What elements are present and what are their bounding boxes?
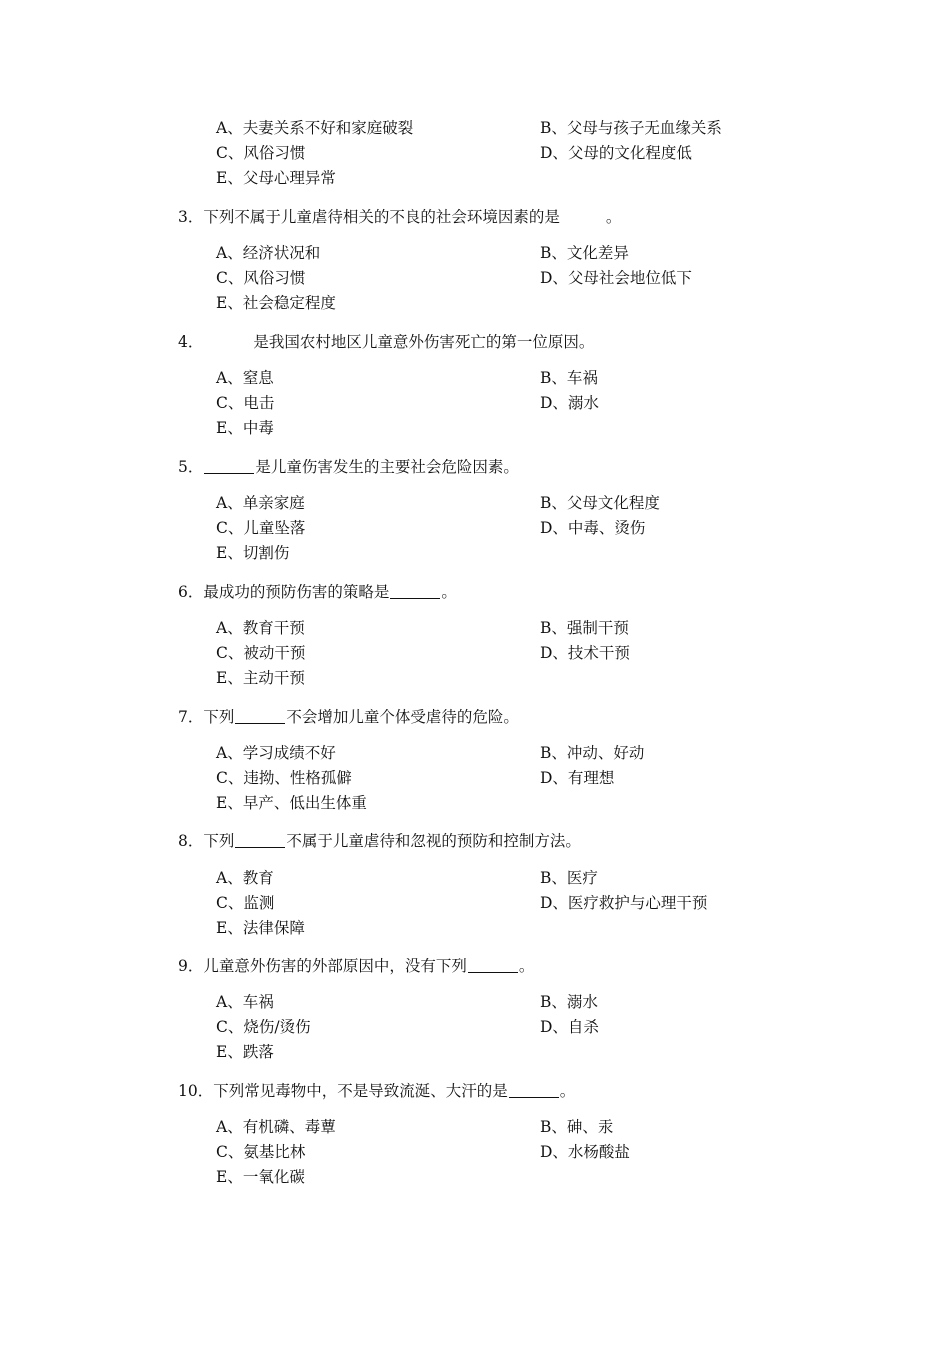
option-a: A、夫妻关系不好和家庭破裂 — [216, 119, 414, 137]
option-b: B、溺水 — [540, 993, 598, 1011]
option-c: C、烧伤/烫伤 — [216, 1018, 311, 1036]
option-c: C、监测 — [216, 894, 275, 912]
option-d: D、中毒、烫伤 — [540, 519, 646, 537]
option-d: D、有理想 — [540, 769, 615, 787]
answer-blank — [468, 956, 518, 973]
question-8 — [0, 830, 952, 937]
option-e: E、一氧化碳 — [216, 1168, 305, 1186]
option-a: A、车祸 — [216, 993, 274, 1011]
option-a: A、学习成绩不好 — [216, 744, 336, 762]
question-stem: 5． 是儿童伤害发生的主要社会危险因素。 — [178, 458, 519, 476]
option-c: C、违拗、性格孤僻 — [216, 769, 352, 787]
option-c: C、风俗习惯 — [216, 144, 306, 162]
option-a: A、教育 — [216, 869, 274, 887]
answer-blank — [235, 707, 285, 724]
option-a: A、窒息 — [216, 369, 274, 387]
option-c: C、儿童坠落 — [216, 519, 306, 537]
question-3 — [0, 206, 952, 312]
option-c: C、被动干预 — [216, 644, 306, 662]
option-d: D、父母社会地位低下 — [540, 269, 692, 287]
question-10 — [0, 1080, 952, 1186]
option-b: B、砷、汞 — [540, 1118, 614, 1136]
answer-blank — [204, 457, 254, 474]
option-d: D、水杨酸盐 — [540, 1143, 630, 1161]
option-e: E、社会稳定程度 — [216, 294, 336, 312]
option-a: A、经济状况和 — [216, 244, 321, 262]
option-d: D、自杀 — [540, 1018, 599, 1036]
option-b: B、车祸 — [540, 369, 598, 387]
option-d: D、技术干预 — [540, 644, 630, 662]
option-d: D、医疗救护与心理干预 — [540, 894, 708, 912]
option-a: A、有机磷、毒蕈 — [216, 1118, 336, 1136]
option-e: E、法律保障 — [216, 919, 305, 937]
option-e: E、中毒 — [216, 419, 274, 437]
answer-blank — [235, 831, 285, 848]
option-b: B、医疗 — [540, 869, 598, 887]
option-b: B、父母与孩子无血缘关系 — [540, 119, 722, 137]
question-6 — [0, 581, 952, 687]
option-b: B、冲动、好动 — [540, 744, 645, 762]
option-d: D、溺水 — [540, 394, 599, 412]
option-a: A、单亲家庭 — [216, 494, 305, 512]
question-4 — [0, 331, 952, 437]
question-7 — [0, 706, 952, 812]
option-c: C、氨基比林 — [216, 1143, 306, 1161]
question-stem: 10．下列常见毒物中，不是导致流涎、大汗的是 。 — [178, 1082, 576, 1100]
question-stem: 6．最成功的预防伤害的策略是 。 — [178, 583, 457, 601]
option-b: B、文化差异 — [540, 244, 629, 262]
question-9 — [0, 955, 952, 1061]
question-2-options — [0, 118, 952, 194]
option-e: E、切割伤 — [216, 544, 290, 562]
question-stem: 8．下列 不属于儿童虐待和忽视的预防和控制方法。 — [178, 832, 581, 850]
option-c: C、风俗习惯 — [216, 269, 306, 287]
answer-blank — [509, 1081, 559, 1098]
option-d: D、父母的文化程度低 — [540, 144, 692, 162]
option-b: B、父母文化程度 — [540, 494, 660, 512]
option-e: E、父母心理异常 — [216, 169, 336, 187]
option-a: A、教育干预 — [216, 619, 305, 637]
option-b: B、强制干预 — [540, 619, 629, 637]
question-stem: 7．下列 不会增加儿童个体受虐待的危险。 — [178, 708, 519, 726]
question-5 — [0, 456, 952, 562]
question-stem: 3．下列不属于儿童虐待相关的不良的社会环境因素的是 。 — [178, 208, 622, 226]
answer-blank — [390, 582, 440, 599]
option-e: E、早产、低出生体重 — [216, 794, 367, 812]
option-e: E、跌落 — [216, 1043, 274, 1061]
question-stem: 9．儿童意外伤害的外部原因中，没有下列 。 — [178, 957, 535, 975]
question-stem: 4． 是我国农村地区儿童意外伤害死亡的第一位原因。 — [178, 333, 595, 351]
option-e: E、主动干预 — [216, 669, 305, 687]
option-c: C、电击 — [216, 394, 275, 412]
